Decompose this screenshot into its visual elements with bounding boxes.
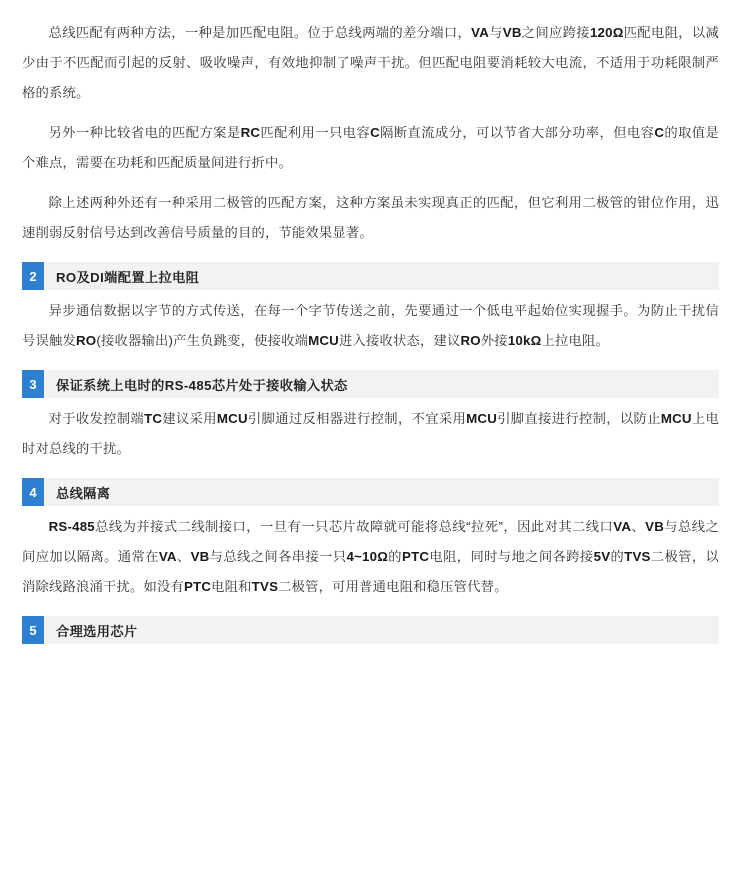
section-number-badge-4: 4 <box>22 478 44 506</box>
intro-paragraph-2 <box>22 118 719 178</box>
section-number-badge-5: 5 <box>22 616 44 644</box>
section-header-3 <box>22 370 719 398</box>
section-3-paragraph-1 <box>22 404 719 464</box>
section-number-badge-3: 3 <box>22 370 44 398</box>
section-block-3 <box>22 370 719 464</box>
intro-paragraph-1 <box>22 18 719 108</box>
section-2-paragraph-1-text: 异步通信数据以字节的方式传送，在每一个字节传送之前，先要通过一个低电平起始位实现握手。为防止干扰信号误触发RO(接收器输出)产生负跳变，使接收端MCU进入接收状态，建议RO外接10kΩ上拉电阻。 <box>22 303 719 348</box>
section-block-4 <box>22 478 719 602</box>
section-title-5: 合理选用芯片 <box>56 623 138 639</box>
intro-paragraph-2-text: 另外一种比较省电的匹配方案是RC匹配利用一只电容C隔断直流成分，可以节省大部分功率，但电容C的取值是个难点，需要在功耗和匹配质量间进行折中。 <box>22 125 719 170</box>
section-block-2 <box>22 262 719 356</box>
section-header-5 <box>22 616 719 644</box>
intro-paragraph-3 <box>22 188 719 248</box>
section-title-3: 保证系统上电时的RS-485芯片处于接收输入状态 <box>56 377 348 393</box>
section-title-2: RO及DI端配置上拉电阻 <box>56 269 200 285</box>
section-number-badge-2: 2 <box>22 262 44 290</box>
section-3-paragraph-1-text: 对于收发控制端TC建议采用MCU引脚通过反相器进行控制，不宜采用MCU引脚直接进行控制，以防止MCU上电时对总线的干扰。 <box>22 411 719 456</box>
section-2-paragraph-1 <box>22 296 719 356</box>
intro-paragraph-3-text: 除上述两种外还有一种采用二极管的匹配方案，这种方案虽未实现真正的匹配，但它利用二极管的钳位作用，迅速削弱反射信号达到改善信号质量的目的，节能效果显著。 <box>22 195 719 240</box>
section-title-4: 总线隔离 <box>56 485 111 501</box>
section-header-2 <box>22 262 719 290</box>
section-4-paragraph-1-text: RS-485总线为并接式二线制接口，一旦有一只芯片故障就可能将总线“拉死”，因此对其二线口VA、VB与总线之间应加以隔离。通常在VA、VB与总线之间各串接一只4~10Ω的PTC电阻，同时与地之间各跨接5V的TVS二极管，以消除线路浪涌干扰。如没有PTC电阻和TVS二极管，可用普通电阻和稳压管代替。 <box>22 519 720 594</box>
section-block-5 <box>22 616 719 644</box>
intro-paragraph-1-text: 总线匹配有两种方法，一种是加匹配电阻。位于总线两端的差分端口，VA与VB之间应跨接120Ω匹配电阻，以减少由于不匹配而引起的反射、吸收噪声，有效地抑制了噪声干扰。但匹配电阻要消耗较大电流，不适用于功耗限制严格的系统。 <box>22 25 720 100</box>
section-header-4 <box>22 478 719 506</box>
section-4-paragraph-1 <box>22 512 719 602</box>
